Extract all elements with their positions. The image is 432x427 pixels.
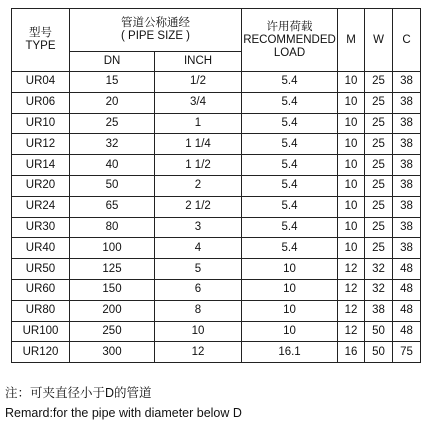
table-row bbox=[12, 155, 421, 176]
cell-w: 25 bbox=[365, 72, 393, 93]
cell-load: 10 bbox=[242, 279, 338, 300]
cell-dn: 125 bbox=[70, 259, 155, 280]
cell-load: 5.4 bbox=[242, 175, 338, 196]
cell-inch: 5 bbox=[155, 259, 242, 280]
cell-w: 32 bbox=[365, 279, 393, 300]
cell-m: 16 bbox=[338, 342, 365, 363]
cell-c: 38 bbox=[393, 113, 421, 134]
cell-m: 12 bbox=[338, 259, 365, 280]
spec-table bbox=[11, 8, 421, 363]
cell-c: 38 bbox=[393, 155, 421, 176]
cell-dn: 25 bbox=[70, 113, 155, 134]
cell-m: 10 bbox=[338, 238, 365, 259]
cell-w: 25 bbox=[365, 155, 393, 176]
notes bbox=[5, 383, 242, 423]
pipe-size-header: 管道公称通经 ( PIPE SIZE ) bbox=[70, 9, 242, 52]
cell-m: 12 bbox=[338, 300, 365, 321]
cell-w: 25 bbox=[365, 92, 393, 113]
table-row bbox=[12, 72, 421, 93]
cell-type: UR120 bbox=[12, 342, 70, 363]
cell-load: 5.4 bbox=[242, 113, 338, 134]
cell-m: 10 bbox=[338, 175, 365, 196]
table-row bbox=[12, 175, 421, 196]
cell-w: 38 bbox=[365, 300, 393, 321]
note-en: Remard:for the pipe with diameter below D bbox=[5, 406, 242, 420]
cell-c: 38 bbox=[393, 196, 421, 217]
cell-type: UR10 bbox=[12, 113, 70, 134]
header-row bbox=[12, 9, 421, 52]
cell-m: 10 bbox=[338, 92, 365, 113]
cell-m: 10 bbox=[338, 196, 365, 217]
cell-type: UR20 bbox=[12, 175, 70, 196]
cell-inch: 6 bbox=[155, 279, 242, 300]
load-header: 许用荷载 RECOMMENDED LOAD bbox=[242, 9, 338, 72]
cell-inch: 1 1/2 bbox=[155, 155, 242, 176]
cell-w: 25 bbox=[365, 134, 393, 155]
dn-header: DN bbox=[70, 52, 155, 72]
cell-load: 5.4 bbox=[242, 155, 338, 176]
cell-type: UR60 bbox=[12, 279, 70, 300]
cell-type: UR30 bbox=[12, 217, 70, 238]
cell-w: 25 bbox=[365, 238, 393, 259]
cell-m: 10 bbox=[338, 217, 365, 238]
cell-c: 48 bbox=[393, 259, 421, 280]
cell-inch: 12 bbox=[155, 342, 242, 363]
table-row bbox=[12, 279, 421, 300]
cell-inch: 3/4 bbox=[155, 92, 242, 113]
table-row bbox=[12, 217, 421, 238]
cell-load: 5.4 bbox=[242, 134, 338, 155]
cell-inch: 8 bbox=[155, 300, 242, 321]
cell-c: 48 bbox=[393, 279, 421, 300]
c-header: C bbox=[393, 9, 421, 72]
cell-load: 5.4 bbox=[242, 196, 338, 217]
cell-c: 38 bbox=[393, 238, 421, 259]
cell-load: 5.4 bbox=[242, 92, 338, 113]
cell-m: 10 bbox=[338, 72, 365, 93]
inch-header: INCH bbox=[155, 52, 242, 72]
cell-dn: 40 bbox=[70, 155, 155, 176]
cell-c: 48 bbox=[393, 321, 421, 342]
cell-w: 32 bbox=[365, 259, 393, 280]
cell-dn: 65 bbox=[70, 196, 155, 217]
cell-inch: 2 bbox=[155, 175, 242, 196]
cell-m: 10 bbox=[338, 113, 365, 134]
cell-load: 10 bbox=[242, 321, 338, 342]
table-row bbox=[12, 321, 421, 342]
cell-w: 25 bbox=[365, 217, 393, 238]
table-row bbox=[12, 300, 421, 321]
cell-m: 12 bbox=[338, 321, 365, 342]
m-header: M bbox=[338, 9, 365, 72]
cell-dn: 100 bbox=[70, 238, 155, 259]
cell-w: 50 bbox=[365, 342, 393, 363]
cell-dn: 20 bbox=[70, 92, 155, 113]
cell-dn: 80 bbox=[70, 217, 155, 238]
cell-dn: 300 bbox=[70, 342, 155, 363]
note-cn: 注：可夹直径小于D的管道 bbox=[5, 386, 152, 400]
cell-inch: 3 bbox=[155, 217, 242, 238]
cell-inch: 1/2 bbox=[155, 72, 242, 93]
table-row bbox=[12, 238, 421, 259]
cell-m: 10 bbox=[338, 155, 365, 176]
cell-type: UR40 bbox=[12, 238, 70, 259]
cell-dn: 50 bbox=[70, 175, 155, 196]
cell-inch: 1 bbox=[155, 113, 242, 134]
table-row bbox=[12, 134, 421, 155]
cell-type: UR80 bbox=[12, 300, 70, 321]
cell-load: 5.4 bbox=[242, 217, 338, 238]
cell-type: UR14 bbox=[12, 155, 70, 176]
cell-c: 38 bbox=[393, 175, 421, 196]
table-row bbox=[12, 92, 421, 113]
cell-dn: 150 bbox=[70, 279, 155, 300]
cell-type: UR12 bbox=[12, 134, 70, 155]
cell-w: 25 bbox=[365, 196, 393, 217]
cell-dn: 32 bbox=[70, 134, 155, 155]
w-header: W bbox=[365, 9, 393, 72]
cell-type: UR24 bbox=[12, 196, 70, 217]
cell-dn: 200 bbox=[70, 300, 155, 321]
cell-load: 16.1 bbox=[242, 342, 338, 363]
cell-c: 38 bbox=[393, 134, 421, 155]
cell-w: 50 bbox=[365, 321, 393, 342]
cell-load: 5.4 bbox=[242, 72, 338, 93]
cell-load: 5.4 bbox=[242, 238, 338, 259]
cell-c: 75 bbox=[393, 342, 421, 363]
cell-c: 38 bbox=[393, 217, 421, 238]
cell-type: UR100 bbox=[12, 321, 70, 342]
cell-m: 10 bbox=[338, 134, 365, 155]
cell-c: 48 bbox=[393, 300, 421, 321]
table-row bbox=[12, 113, 421, 134]
cell-w: 25 bbox=[365, 113, 393, 134]
cell-c: 38 bbox=[393, 72, 421, 93]
table-row bbox=[12, 342, 421, 363]
cell-w: 25 bbox=[365, 175, 393, 196]
cell-type: UR04 bbox=[12, 72, 70, 93]
cell-type: UR50 bbox=[12, 259, 70, 280]
cell-dn: 15 bbox=[70, 72, 155, 93]
cell-inch: 1 1/4 bbox=[155, 134, 242, 155]
cell-type: UR06 bbox=[12, 92, 70, 113]
cell-inch: 2 1/2 bbox=[155, 196, 242, 217]
cell-inch: 10 bbox=[155, 321, 242, 342]
type-header: 型号 TYPE bbox=[12, 9, 70, 72]
table-row bbox=[12, 196, 421, 217]
cell-c: 38 bbox=[393, 92, 421, 113]
cell-load: 10 bbox=[242, 259, 338, 280]
cell-dn: 250 bbox=[70, 321, 155, 342]
cell-load: 10 bbox=[242, 300, 338, 321]
table-row bbox=[12, 259, 421, 280]
cell-inch: 4 bbox=[155, 238, 242, 259]
cell-m: 12 bbox=[338, 279, 365, 300]
